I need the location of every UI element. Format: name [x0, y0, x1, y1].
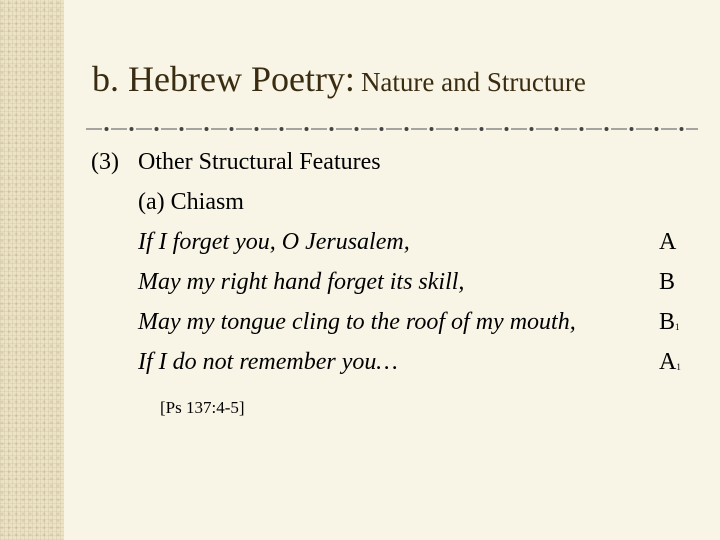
divider-dot: [380, 127, 384, 131]
divider-dot: [205, 127, 209, 131]
divider-dot: [630, 127, 634, 131]
divider-dot: [230, 127, 234, 131]
divider-dot: [280, 127, 284, 131]
chiasm-marker-b: B: [659, 269, 676, 295]
subsection-heading: (a) Chiasm: [138, 189, 244, 215]
verse-line-3: May my tongue cling to the roof of my mouth,: [138, 309, 576, 335]
divider-dot: [105, 127, 109, 131]
dash-dot-divider: [86, 121, 698, 137]
divider-dot: [430, 127, 434, 131]
verse-line-1: If I forget you, O Jerusalem,: [138, 229, 410, 255]
section-number: (3): [91, 149, 119, 175]
divider-dot: [330, 127, 334, 131]
divider-dot: [555, 127, 559, 131]
chiasm-marker-b1: $B_1$: [659, 309, 680, 335]
divider-dot: [180, 127, 184, 131]
chiasm-marker-a1: $A_1$: [659, 349, 681, 375]
divider-dot: [305, 127, 309, 131]
title-subtitle: Nature and Structure: [360, 67, 586, 97]
divider-dot: [680, 127, 684, 131]
divider-dot: [255, 127, 259, 131]
divider-dot: [655, 127, 659, 131]
verse-line-2: May my right hand forget its skill,: [138, 269, 465, 295]
divider-dot: [355, 127, 359, 131]
section-heading: Other Structural Features: [138, 149, 381, 175]
divider-dot: [130, 127, 134, 131]
divider-dot: [530, 127, 534, 131]
chiasm-marker-a: A: [659, 229, 677, 255]
divider-dot: [155, 127, 159, 131]
divider-dot: [505, 127, 509, 131]
divider-dot: [405, 127, 409, 131]
divider-dot: [455, 127, 459, 131]
divider-dot: [605, 127, 609, 131]
slide-title: [92, 58, 586, 100]
divider-dot: [480, 127, 484, 131]
divider-dot: [580, 127, 584, 131]
title-main: b. Hebrew Poetry:: [92, 59, 355, 99]
textured-margin-strip: [0, 0, 64, 540]
verse-line-4: If I do not remember you…: [138, 349, 398, 375]
scripture-citation: [Ps 137:4-5]: [160, 398, 245, 417]
